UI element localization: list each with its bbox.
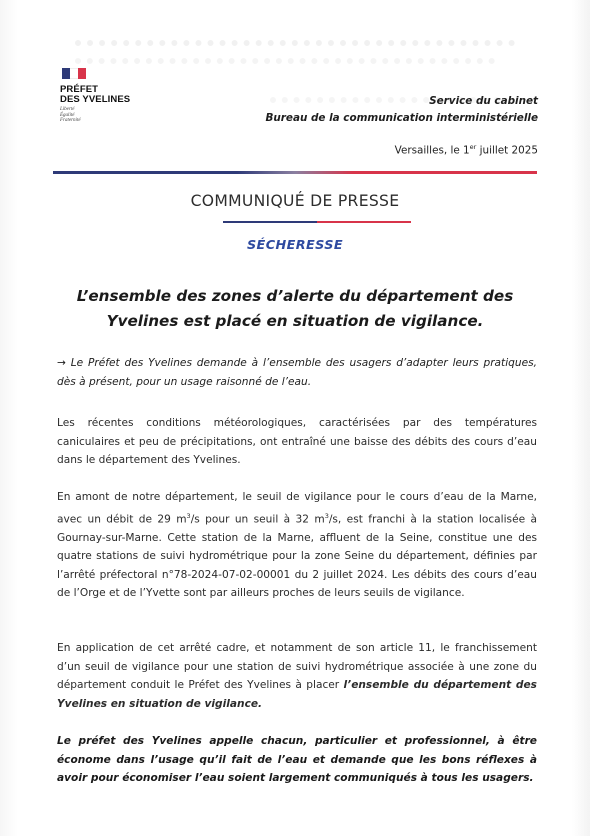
- logo-line-prefet: PRÉFET: [60, 84, 99, 95]
- motto-egalite: Égalité: [60, 112, 75, 118]
- underline-blue: [223, 221, 317, 223]
- motto-liberte: Liberté: [60, 107, 75, 112]
- document-date: [395, 143, 538, 156]
- para2-part-c: /s, est franchi à la station localisée à Gournay-sur-Marne. Cette station de la Marne, affluent de la Seine, constitue une des quatre stations de suivi hydrométrique pour la zone Seine du département, définies par l’arrêté préfectoral n°78-2024-07-02-00001 du 2 juillet 2024. Les débits des cours d’eau de l’Orge et de l’Yvette sont par ailleurs proches de leurs seuils de vigilance.: [57, 513, 537, 600]
- unit-sup-2: 3: [324, 511, 329, 520]
- motto-fraternite: Fraternité: [60, 118, 81, 124]
- marianne-flag-icon: [62, 68, 86, 79]
- headline: [40, 284, 550, 334]
- date-prefix: Versailles, le 1: [394, 144, 470, 157]
- subject-heading: SÉCHERESSE: [246, 238, 344, 253]
- date-sup: er: [469, 143, 477, 151]
- underline-red: [317, 221, 411, 223]
- tricolor-rule: [53, 171, 537, 174]
- paragraph-marne: [57, 488, 537, 603]
- show-through-mark: [75, 40, 515, 47]
- logo-text: [60, 85, 140, 105]
- title-underline: [223, 221, 411, 223]
- para3-part-a: En application de cet arrêté cadre, et notamment de son article 11, le franchissement d’un seuil de vigilance pour une station de suivi hydrométrique associée à une zone du département conduit le Préfet des Yvelines à placer: [57, 642, 537, 691]
- logo-motto: [60, 107, 140, 124]
- intro-paragraph: → Le Préfet des Yvelines demande à l’ensemble des usagers d’adapter leurs pratiques, dès à présent, pour un usage raisonné de l’eau.: [57, 357, 537, 388]
- headline-line-2: Yvelines est placé en situation de vigilance.: [106, 312, 484, 330]
- closing-paragraph: Le préfet des Yvelines appelle chacun, particulier et professionnel, à être économe dans l’usage qu’il fait de l’eau et demande que les bons réflexes à avoir pour économiser l’eau soient largement communiqués à tous les usagers.: [57, 735, 537, 784]
- date-suffix: juillet 2025: [476, 144, 538, 157]
- show-through-mark: [75, 58, 495, 65]
- flag-red: [78, 68, 86, 79]
- headline-line-1: L’ensemble des zones d’alerte du département des: [76, 287, 514, 305]
- service-header: [265, 93, 538, 127]
- unit-sup-1: 3: [186, 511, 191, 520]
- flag-white: [70, 68, 78, 79]
- paragraph-conditions: Les récentes conditions météorologiques, caractérisées par des températures caniculaires et peu de précipitations, ont entraîné une baisse des débits des cours d’eau dans le département des Yvelines.: [57, 417, 537, 466]
- para2-part-a: En amont de notre département, le seuil de vigilance pour le cours d’eau de la Marne, avec un débit de 29 m: [57, 491, 537, 526]
- flag-blue: [62, 68, 70, 79]
- page-title: COMMUNIQUÉ DE PRESSE: [190, 192, 400, 210]
- para3-emphasis: l’ensemble du département des Yvelines en situation de vigilance.: [57, 679, 537, 710]
- prefecture-logo: [60, 68, 140, 124]
- bureau-name: Bureau de la communication interministérielle: [265, 112, 538, 124]
- paragraph-application: [57, 639, 537, 713]
- service-name: Service du cabinet: [429, 95, 538, 107]
- para2-part-b: /s pour un seuil à 32 m: [190, 513, 325, 526]
- logo-line-yvelines: DES YVELINES: [60, 94, 131, 105]
